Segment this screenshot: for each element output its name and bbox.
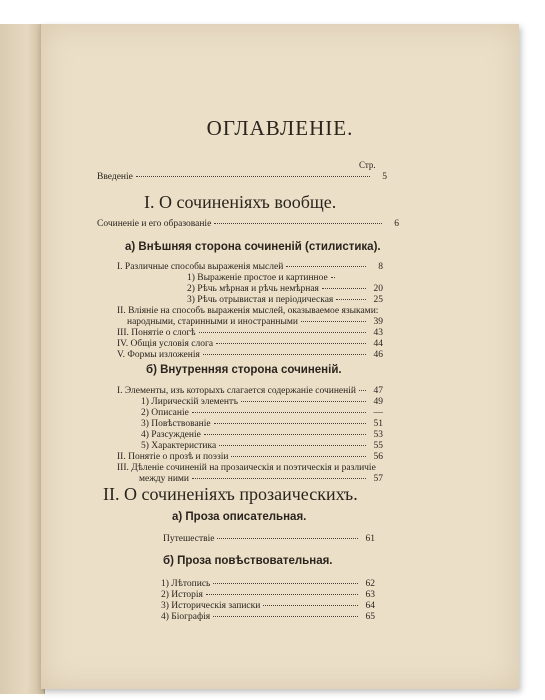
toc-entry: 1) Лѣтопись 62 bbox=[161, 579, 375, 589]
toc-entry: III. Дѣленіе сочиненій на прозаическія и поэтическія и различіе bbox=[117, 463, 376, 473]
toc-entry: Путешествіе 61 bbox=[163, 534, 375, 544]
toc-entry-intro: Введеніе 5 bbox=[97, 172, 387, 182]
subsection-heading-descriptive: а) Проза описательная. bbox=[172, 511, 307, 523]
toc-entry: I. Элементы, изъ которыхъ слагается содержаніе сочиненій 47 bbox=[117, 386, 383, 396]
page-title: ОГЛАВЛЕНІЕ. bbox=[206, 116, 354, 140]
toc-entry: народными, старинными и иностранными 39 bbox=[127, 317, 383, 327]
subsection-heading-external: а) Внѣшняя сторона сочиненій (стилистика). bbox=[125, 241, 381, 253]
toc-entry: 3) Историческія записки 64 bbox=[161, 601, 375, 611]
toc-entry: между ними 57 bbox=[139, 474, 383, 484]
subsection-heading-narrative: б) Проза повѣствовательная. bbox=[163, 555, 333, 567]
toc-entry: 4) Біографія 65 bbox=[161, 612, 375, 622]
toc-entry: II. Вліяніе на способъ выраженія мыслей, оказываемое языками: bbox=[117, 306, 379, 316]
toc-entry: 2) Рѣчь мѣрная и рѣчь немѣрная 20 bbox=[187, 284, 383, 294]
section-2-heading: II. О сочиненіяхъ прозаическихъ. bbox=[103, 484, 358, 504]
toc-entry: 3) Рѣчь отрывистая и періодическая 25 bbox=[187, 295, 383, 305]
toc-entry: II. Понятіе о прозѣ и поэзіи 56 bbox=[117, 452, 383, 462]
toc-entry: Сочиненіе и его образованіе 6 bbox=[97, 219, 399, 229]
toc-entry: I. Различные способы выраженія мыслей 8 bbox=[117, 262, 383, 272]
toc-entry: 3) Повѣствованіе 51 bbox=[141, 419, 383, 429]
book-page bbox=[40, 24, 519, 689]
toc-entry: V. Формы изложенія 46 bbox=[117, 350, 383, 360]
toc-entry: IV. Общія условія слога 44 bbox=[117, 339, 383, 349]
section-1-heading: I. О сочиненіяхъ вообще. bbox=[144, 192, 337, 212]
toc-entry: 2) Описаніе — bbox=[141, 408, 383, 418]
toc-entry: 2) Исторія 63 bbox=[161, 590, 375, 600]
toc-entry: 5) Характеристика 55 bbox=[141, 441, 383, 451]
toc-entry: 1) Выраженіе простое и картинное bbox=[187, 273, 317, 285]
toc-entry: 4) Разсужденіе 53 bbox=[141, 430, 383, 440]
toc-entry: 1) Лирическій элементъ 49 bbox=[141, 397, 383, 407]
subsection-heading-internal: б) Внутренняя сторона сочиненій. bbox=[146, 364, 342, 376]
page-column-header: Стр. bbox=[359, 160, 376, 170]
facing-page-edge bbox=[0, 24, 45, 694]
toc-entry: III. Понятіе о слогѣ 43 bbox=[117, 328, 383, 338]
